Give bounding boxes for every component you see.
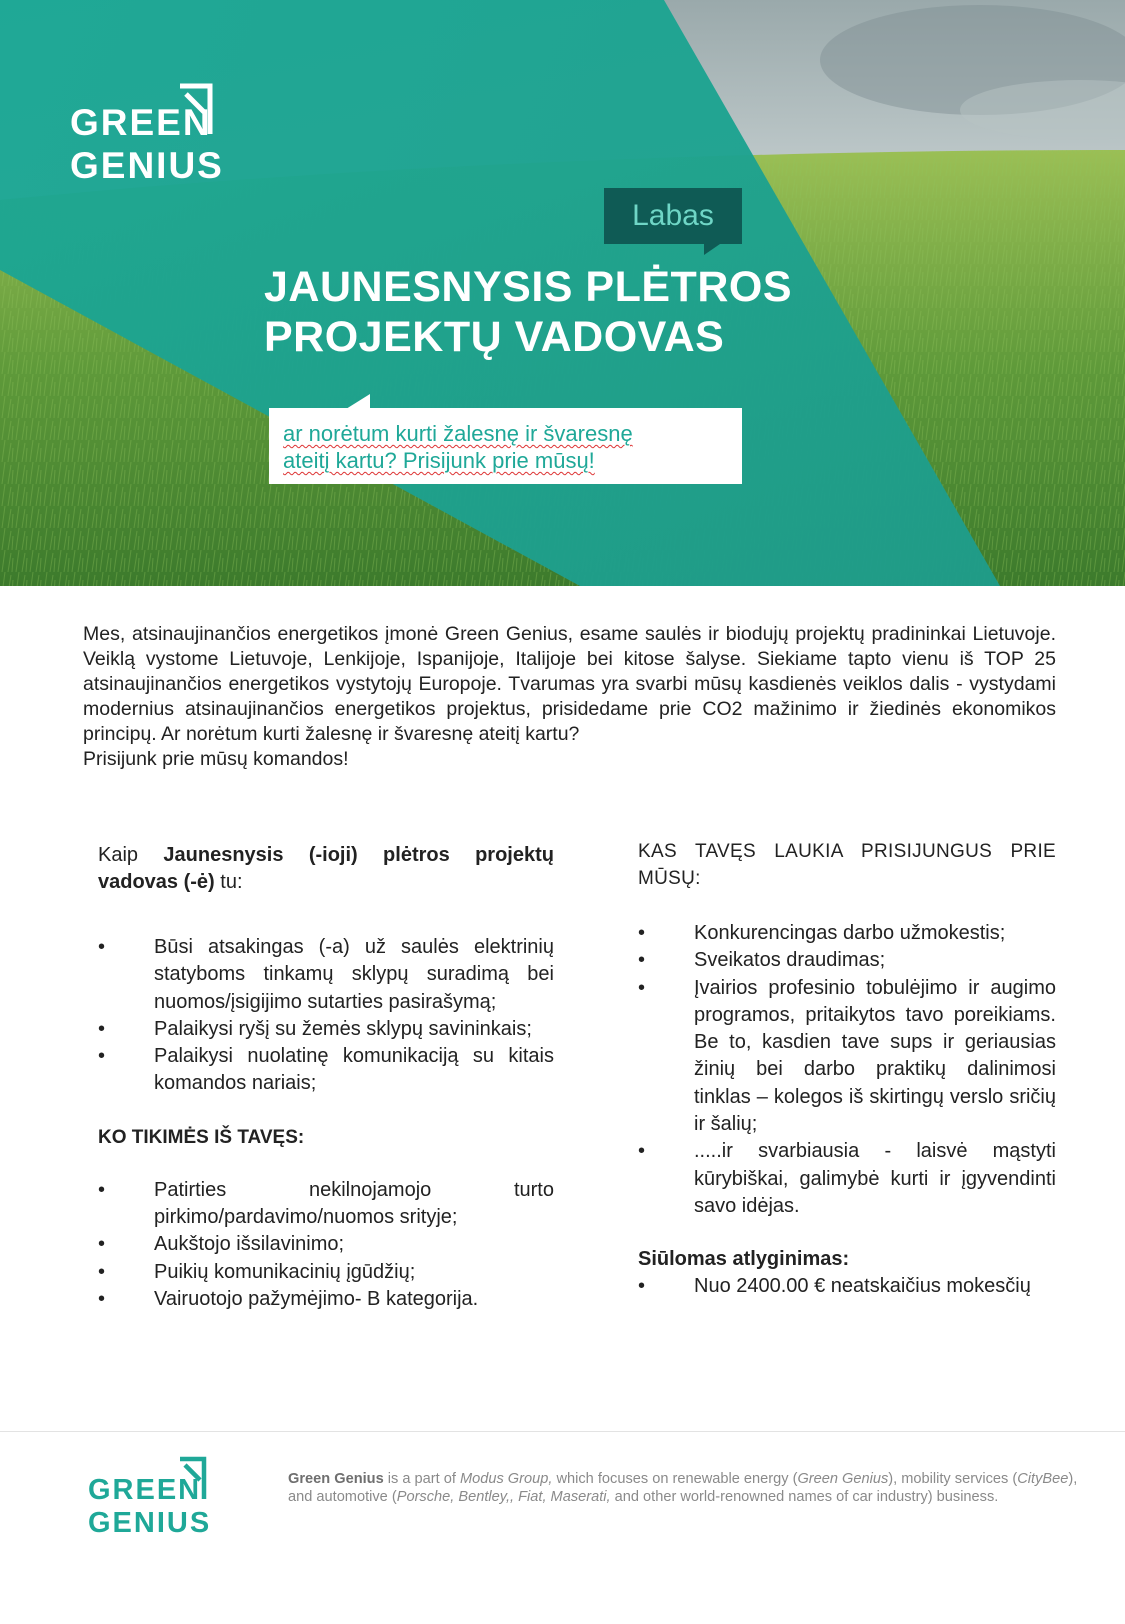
intro-paragraph: Mes, atsinaujinančios energetikos įmonė Green Genius, esame saulės ir biodujų projektų pradininkai Lietuvoje. Veiklą vystome Lietuvoje, Lenkijoje, Ispanijoje, Italijoje bei kitose šalyse. Siekiame tapto vienu iš TOP 25 atsinaujinančios energetikos vystytojų Europoje. Tvarumas yra svarbi mūsų kasdienės veiklos dalis - vystydami modernius atsinaujinančios energetikos projektus, prisidedame prie CO2 mažinimo ir žiedinės ekonomikos principų. Ar norėtum kurti žalesnę ir švaresnę ateitį kartu? xyxy=(83,623,1056,745)
salary-heading: Siūlomas atlyginimas: xyxy=(638,1248,850,1271)
role-name: Jaunesnysis (-ioji) plėtros projektų vadovas (-ė) xyxy=(98,844,554,893)
benefits-column xyxy=(638,838,1056,1301)
footer-text: is a part of xyxy=(383,1471,460,1487)
intro-closing: Prisijunk prie mūsų komandos! xyxy=(83,748,349,770)
role-lead-suffix: tu: xyxy=(214,871,243,893)
footer-group: Modus Group, xyxy=(459,1471,553,1487)
list-item: • Palaikysi ryšį su žemės sklypų savininkais; xyxy=(98,1016,554,1043)
tagline-line2: ateitį kartu? Prisijunk prie mūsų! xyxy=(283,448,595,473)
benefits-list xyxy=(638,920,1056,1220)
tagline-notch xyxy=(346,394,370,409)
footer-brand: CityBee xyxy=(1017,1471,1069,1487)
role-lead xyxy=(98,842,554,896)
logo-word-green: GREEN xyxy=(88,1474,202,1506)
list-item: • Palaikysi nuolatinę komunikaciją su kitais komandos nariais; xyxy=(98,1043,554,1098)
job-title xyxy=(264,262,792,362)
footer-brand: Green Genius xyxy=(797,1471,889,1487)
list-item: • .....ir svarbiausia - laisvė mąstyti kūrybiškai, galimybė kurti ir įgyvendinti savo idėjas. xyxy=(638,1138,1056,1220)
footer-text: and other world-renowned names of car industry) business. xyxy=(610,1489,999,1505)
job-title-line2: PROJEKTŲ VADOVAS xyxy=(264,313,725,361)
footer-text: which focuses on renewable energy ( xyxy=(552,1471,798,1487)
footer-text: ), and automotive ( xyxy=(288,1471,1078,1505)
footer-company: Green Genius xyxy=(288,1471,384,1487)
corner-arrow-icon xyxy=(178,1455,208,1501)
list-item: • Įvairios profesinio tobulėjimo ir augimo programos, pritaikytos tavo poreikiams. Be to, kasdien tave sups ir geriausias žinių bei darbo praktikų dalinimosi tinklas – kolegos iš skirtingų verslo sričių ir šalių; xyxy=(638,975,1056,1139)
greeting-bubble-tail xyxy=(704,244,720,255)
footer-text: ), mobility services ( xyxy=(888,1471,1018,1487)
list-item: • Konkurencingas darbo užmokestis; xyxy=(638,920,1056,947)
list-item: • Sveikatos draudimas; xyxy=(638,947,1056,974)
duties-list xyxy=(98,934,554,1098)
list-item: • Būsi atsakingas (-a) už saulės elektrinių statyboms tinkamų sklypų suradimą bei nuomos/įsigijimo sutarties pasirašymą; xyxy=(98,934,554,1016)
intro-section xyxy=(83,622,1056,772)
list-item: • Patirties nekilnojamojo turto pirkimo/pardavimo/nuomos srityje; xyxy=(98,1177,554,1232)
role-lead-prefix: Kaip xyxy=(98,844,164,866)
requirements-heading: KO TIKIMĖS IŠ TAVĘS: xyxy=(98,1126,305,1148)
list-item: • Aukštojo išsilavinimo; xyxy=(98,1231,554,1258)
salary-value: • Nuo 2400.00 € neatskaičius mokesčių xyxy=(638,1273,1056,1300)
corner-arrow-icon xyxy=(178,82,214,136)
requirements-list xyxy=(98,1177,554,1313)
logo-word-green: GREEN xyxy=(70,102,212,143)
salary-list xyxy=(638,1273,1056,1300)
list-item: • Puikių komunikacinių įgūdžių; xyxy=(98,1259,554,1286)
greeting-bubble: Labas xyxy=(604,188,742,244)
footer-divider xyxy=(0,1431,1125,1432)
logo-word-genius: GENIUS xyxy=(88,1507,212,1539)
hero-banner xyxy=(0,0,1125,586)
benefits-heading: KAS TAVĘS LAUKIA PRISIJUNGUS PRIE MŪSŲ: xyxy=(638,841,1056,889)
tagline-box xyxy=(269,408,742,484)
tagline-line1: ar norėtum kurti žalesnę ir švaresnę xyxy=(283,421,633,446)
footer-note xyxy=(288,1470,1078,1506)
job-title-line1: JAUNESNYSIS PLĖTROS xyxy=(264,263,792,311)
logo-word-genius: GENIUS xyxy=(70,145,224,186)
responsibilities-column xyxy=(98,842,554,1313)
list-item: • Vairuotojo pažymėjimo- B kategorija. xyxy=(98,1286,554,1313)
footer-brand: Porsche, Bentley,, Fiat, Maserati, xyxy=(396,1489,611,1505)
